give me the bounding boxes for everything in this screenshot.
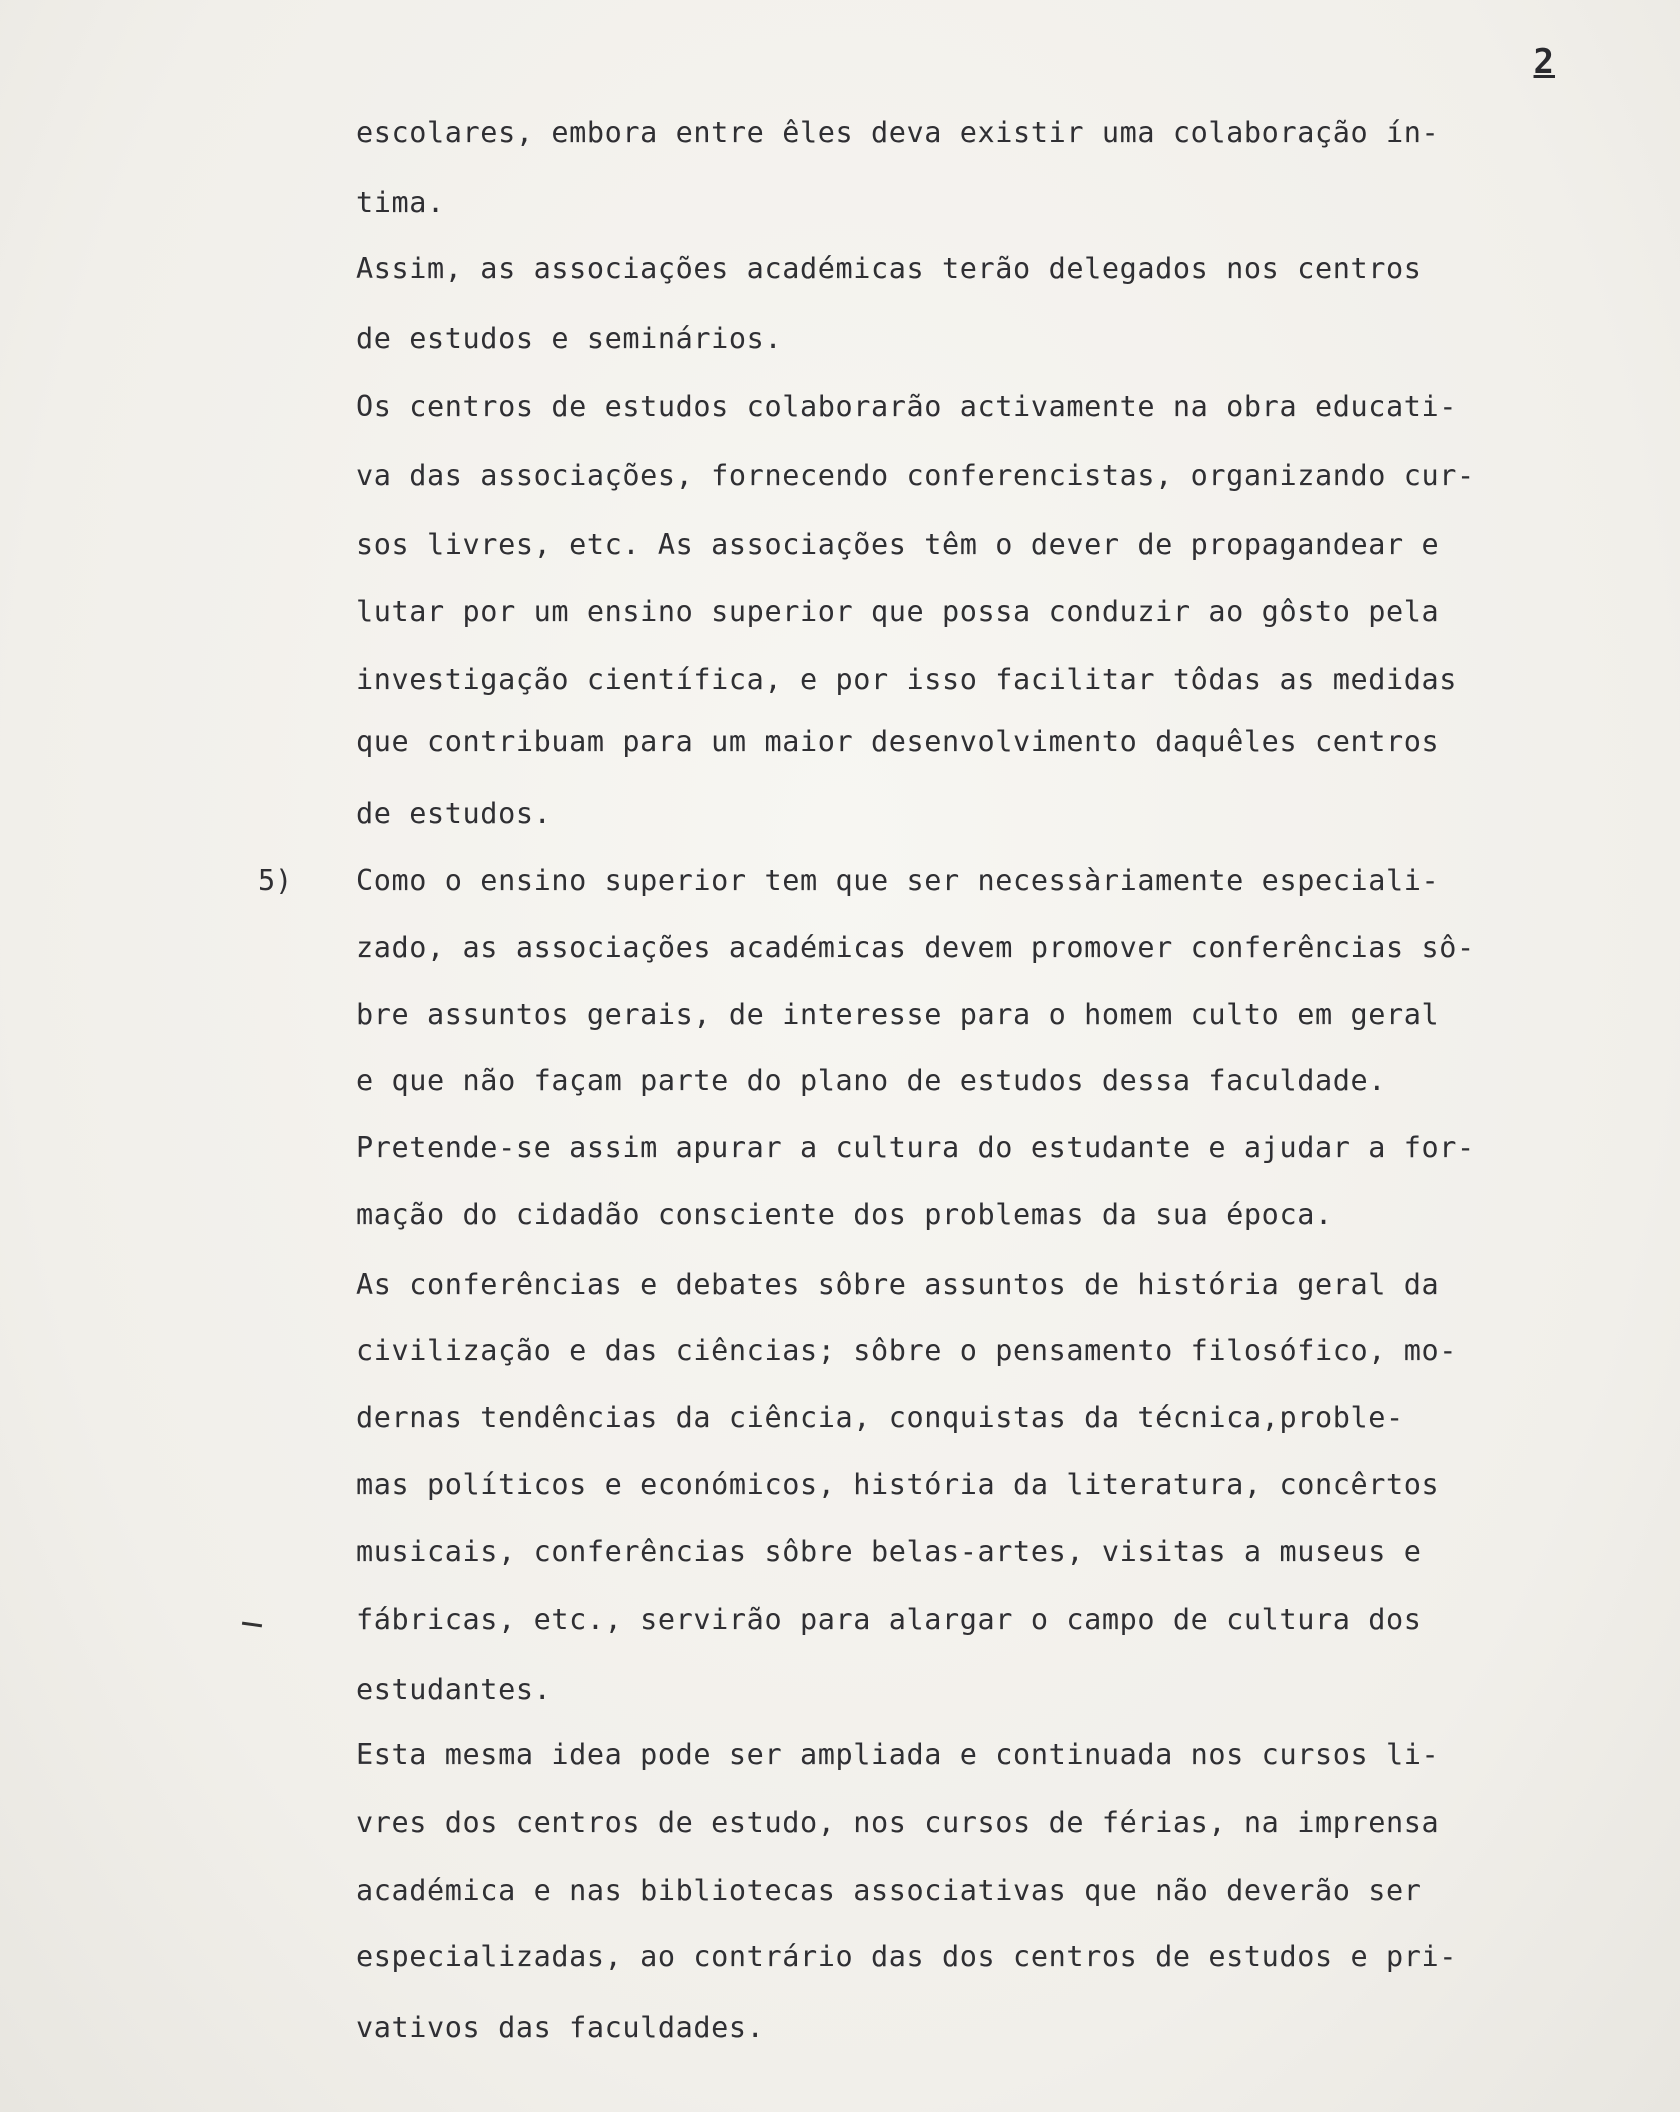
text-line: lutar por um ensino superior que possa conduzir ao gôsto pela (356, 595, 1440, 628)
text-line: Como o ensino superior tem que ser necessàriamente especiali- (356, 864, 1440, 897)
text-line: mação do cidadão consciente dos problemas da sua época. (356, 1198, 1333, 1231)
text-line: sos livres, etc. As associações têm o dever de propagandear e (356, 528, 1440, 561)
text-line: estudantes. (356, 1673, 552, 1706)
text-line: dernas tendências da ciência, conquistas da técnica,proble- (356, 1401, 1404, 1434)
text-line: vativos das faculdades. (356, 2011, 765, 2044)
text-line: Os centros de estudos colaborarão activamente na obra educati- (356, 390, 1458, 423)
text-line: mas políticos e económicos, história da literatura, concêrtos (356, 1468, 1440, 1501)
text-line: Esta mesma idea pode ser ampliada e continuada nos cursos li- (356, 1738, 1440, 1771)
text-line: investigação científica, e por isso facilitar tôdas as medidas (356, 663, 1458, 696)
text-line: especializadas, ao contrário das dos centros de estudos e pri- (356, 1940, 1458, 1973)
text-line: civilização e das ciências; sôbre o pensamento filosófico, mo- (356, 1334, 1458, 1367)
text-line: que contribuam para um maior desenvolvimento daquêles centros (356, 725, 1440, 758)
text-line: académica e nas bibliotecas associativas que não deverão ser (356, 1874, 1422, 1907)
text-line: musicais, conferências sôbre belas-artes, visitas a museus e (356, 1535, 1422, 1568)
text-line: de estudos e seminários. (356, 322, 783, 355)
text-line: bre assuntos gerais, de interesse para o homem culto em geral (356, 998, 1440, 1031)
text-line: Assim, as associações académicas terão delegados nos centros (356, 252, 1422, 285)
text-line: Pretende-se assim apurar a cultura do estudante e ajudar a for- (356, 1131, 1475, 1164)
text-line: fábricas, etc., servirão para alargar o campo de cultura dos (356, 1603, 1422, 1636)
margin-pen-mark (242, 1622, 262, 1628)
text-line: vres dos centros de estudo, nos cursos de férias, na imprensa (356, 1806, 1440, 1839)
text-line: va das associações, fornecendo conferencistas, organizando cur- (356, 459, 1475, 492)
page-number: 2 (1533, 42, 1555, 82)
text-line: e que não façam parte do plano de estudos dessa faculdade. (356, 1064, 1386, 1097)
text-line: As conferências e debates sôbre assuntos de história geral da (356, 1268, 1440, 1301)
text-line: escolares, embora entre êles deva existir uma colaboração ín- (356, 116, 1440, 149)
text-line: de estudos. (356, 797, 552, 830)
text-line: tima. (356, 186, 445, 219)
item-marker: 5) (258, 864, 293, 897)
text-line: zado, as associações académicas devem promover conferências sô- (356, 931, 1475, 964)
